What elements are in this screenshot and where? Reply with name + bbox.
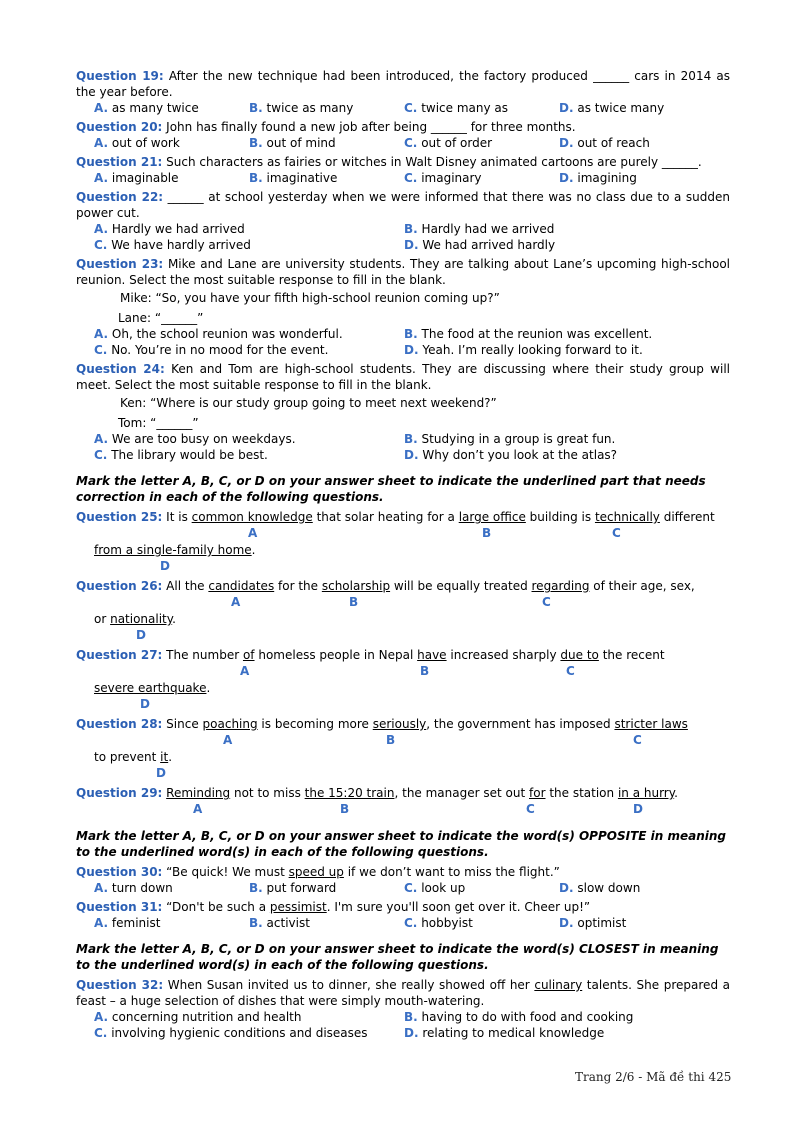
underlined-a[interactable]: candidates xyxy=(208,579,275,593)
option-d[interactable]: D. We had arrived hardly xyxy=(404,238,556,252)
question-number: Question 31: xyxy=(76,900,163,914)
options xyxy=(76,326,730,358)
underlined-b[interactable]: large office xyxy=(458,510,526,524)
underlined-c[interactable]: due to xyxy=(560,648,599,662)
option-c[interactable]: C. out of order xyxy=(404,136,493,150)
question-30: Question 30: “Be quick! We must speed up if we don’t want to miss the flight.” A. turn down B. put forward C. look up D. slow down xyxy=(76,864,730,896)
question-28: Question 28: Since poaching is becoming more seriously, the government has imposed stricter laws A B C to prevent it. D xyxy=(76,717,688,780)
options xyxy=(76,100,730,116)
question-23 xyxy=(76,256,730,358)
option-b[interactable]: B. put forward xyxy=(249,881,337,895)
question-20 xyxy=(76,119,730,151)
question-number: Question 21: xyxy=(76,155,163,169)
options xyxy=(76,135,730,151)
option-d[interactable]: D. imagining xyxy=(559,171,637,185)
option-c[interactable]: C. imaginary xyxy=(404,171,482,185)
label-c: C xyxy=(612,526,621,540)
option-c[interactable]: C. twice many as xyxy=(404,101,509,115)
underlined-d[interactable]: nationality xyxy=(110,612,173,626)
question-29: Question 29: Reminding not to miss the 15:20 train, the manager set out for the station in a hurry. A B C D xyxy=(76,786,678,816)
option-a[interactable]: A. We are too busy on weekdays. xyxy=(94,432,296,446)
question-number: Question 25: xyxy=(76,510,163,524)
option-d[interactable]: D. out of reach xyxy=(559,136,650,150)
label-d: D xyxy=(156,766,166,780)
underlined-c[interactable]: for xyxy=(529,786,546,800)
label-b: B xyxy=(386,733,396,747)
underlined-word: speed up xyxy=(288,865,344,879)
question-number: Question 27: xyxy=(76,648,163,662)
exam-page xyxy=(76,68,730,1044)
option-c[interactable]: C. hobbyist xyxy=(404,916,473,930)
option-c[interactable]: C. involving hygienic conditions and diseases xyxy=(94,1026,368,1040)
label-a: A xyxy=(248,526,258,540)
section-instruction-closest: Mark the letter A, B, C, or D on your answer sheet to indicate the word(s) CLOSEST in meaning to the underlined word(s) in each of the following questions. xyxy=(76,942,719,972)
question-number: Question 19: xyxy=(76,69,164,83)
label-b: B xyxy=(482,526,492,540)
label-c: C xyxy=(526,802,535,816)
option-d[interactable]: D. relating to medical knowledge xyxy=(404,1026,605,1040)
option-b[interactable]: B. activist xyxy=(249,916,310,930)
question-32: Question 32: When Susan invited us to dinner, she really showed off her culinary talents. She prepared a feast – a huge selection of dishes that were simply mouth-watering. A. concerning nutrition and health B. having to do with food and cooking C. involving hygienic conditions and diseases D. relating to medical knowledge xyxy=(76,978,730,1040)
option-a[interactable]: A. out of work xyxy=(94,136,180,150)
underlined-word: pessimist xyxy=(269,900,327,914)
underlined-b[interactable]: scholarship xyxy=(321,579,391,593)
question-text: Mike and Lane are university students. They are talking about Lane’s upcoming high-school reunion. Select the most suitable response to fill in the blank. xyxy=(76,257,731,287)
label-c: C xyxy=(566,664,575,678)
label-d: D xyxy=(633,802,643,816)
underlined-d[interactable]: in a hurry xyxy=(617,786,675,800)
option-c[interactable]: C. We have hardly arrived xyxy=(94,238,251,252)
dialog-line-ken: Ken: “Where is our study group going to meet next weekend?” xyxy=(120,396,497,410)
options xyxy=(76,880,730,896)
underlined-d[interactable]: from a single-family home xyxy=(94,543,252,557)
option-d[interactable]: D. Why don’t you look at the atlas? xyxy=(404,448,618,462)
option-d[interactable]: D. as twice many xyxy=(559,101,665,115)
dialog-line-mike: Mike: “So, you have your fifth high-school reunion coming up?” xyxy=(120,291,500,305)
question-number: Question 28: xyxy=(76,717,163,731)
label-d: D xyxy=(160,559,170,573)
underlined-a[interactable]: Reminding xyxy=(166,786,231,800)
question-22 xyxy=(76,189,730,253)
options xyxy=(76,221,730,253)
options xyxy=(76,915,730,931)
option-a[interactable]: A. concerning nutrition and health xyxy=(94,1010,302,1024)
page-footer: Trang 2/6 - Mã đề thi 425 xyxy=(575,1070,732,1084)
label-a: A xyxy=(223,733,233,747)
question-31: Question 31: “Don't be such a pessimist. I'm sure you'll soon get over it. Cheer up!” A. feminist B. activist C. hobbyist D. optimist xyxy=(76,899,730,931)
underlined-c[interactable]: stricter laws xyxy=(614,717,688,731)
option-d[interactable]: D. optimist xyxy=(559,916,627,930)
question-number: Question 23: xyxy=(76,257,164,271)
underlined-a[interactable]: poaching xyxy=(202,717,258,731)
question-19 xyxy=(76,68,730,116)
dialog-line-tom: Tom: “______” xyxy=(118,416,199,430)
dialog-line-lane: Lane: “______” xyxy=(118,311,204,325)
option-b[interactable]: B. Hardly had we arrived xyxy=(404,222,555,236)
underlined-c[interactable]: technically xyxy=(594,510,660,524)
question-text: John has finally found a new job after being ______ for three months. xyxy=(166,120,576,134)
label-a: A xyxy=(240,664,250,678)
section-instruction-error: Mark the letter A, B, C, or D on your answer sheet to indicate the underlined part that needs correction in each of the following questions. xyxy=(76,474,706,504)
question-26: Question 26: All the candidates for the scholarship will be equally treated regarding of their age, sex, A B C or nationality. D xyxy=(76,579,695,642)
options xyxy=(76,170,730,186)
option-c[interactable]: C. No. You’re in no mood for the event. xyxy=(94,343,329,357)
question-number: Question 26: xyxy=(76,579,163,593)
underlined-a[interactable]: of xyxy=(242,648,255,662)
question-text: Ken and Tom are high-school students. They are discussing where their study group will meet. Select the most suitable response to fill in the blank. xyxy=(76,362,730,392)
options xyxy=(76,431,730,463)
section-instruction-opposite: Mark the letter A, B, C, or D on your answer sheet to indicate the word(s) OPPOSITE in meaning to the underlined word(s) in each of the following questions. xyxy=(76,829,726,859)
label-a: A xyxy=(231,595,241,609)
option-d[interactable]: D. Yeah. I’m really looking forward to it. xyxy=(404,343,643,357)
option-d[interactable]: D. slow down xyxy=(559,881,641,895)
question-number: Question 20: xyxy=(76,120,163,134)
question-24 xyxy=(76,361,730,463)
question-25: Question 25: It is common knowledge that solar heating for a large office building is technically different A B C from a single-family home. D xyxy=(76,510,715,573)
question-text: Such characters as fairies or witches in Walt Disney animated cartoons are purely ______. xyxy=(166,155,702,169)
option-a[interactable]: A. as many twice xyxy=(94,101,199,115)
option-b[interactable]: B. out of mind xyxy=(249,136,336,150)
label-c: C xyxy=(542,595,551,609)
underlined-b[interactable]: have xyxy=(417,648,447,662)
option-b[interactable]: B. twice as many xyxy=(249,101,354,115)
underlined-word: culinary xyxy=(534,978,583,992)
option-a[interactable]: A. Hardly we had arrived xyxy=(94,222,245,236)
option-b[interactable]: B. Studying in a group is great fun. xyxy=(404,432,616,446)
underlined-a[interactable]: common knowledge xyxy=(191,510,313,524)
question-number: Question 22: xyxy=(76,190,164,204)
option-a[interactable]: A. imaginable xyxy=(94,171,179,185)
question-21 xyxy=(76,154,730,186)
question-number: Question 32: xyxy=(76,978,164,992)
question-text: After the new technique had been introduced, the factory produced ______ cars in 2014 as the year before. xyxy=(76,69,730,99)
question-number: Question 29: xyxy=(76,786,163,800)
options xyxy=(76,1009,730,1041)
label-d: D xyxy=(140,697,150,711)
label-b: B xyxy=(340,802,350,816)
label-a: A xyxy=(193,802,203,816)
underlined-c[interactable]: regarding xyxy=(531,579,590,593)
option-a[interactable]: A. feminist xyxy=(94,916,161,930)
question-number: Question 24: xyxy=(76,362,165,376)
question-number: Question 30: xyxy=(76,865,163,879)
question-text: ______ at school yesterday when we were informed that there was no class due to a sudden power cut. xyxy=(76,190,730,220)
label-b: B xyxy=(420,664,430,678)
option-b[interactable]: B. imaginative xyxy=(249,171,338,185)
question-27: Question 27: The number of homeless people in Nepal have increased sharply due to the recent A B C severe earthquake. D xyxy=(76,648,665,711)
option-b[interactable]: B. The food at the reunion was excellent. xyxy=(404,327,653,341)
underlined-d[interactable]: it xyxy=(160,750,169,764)
underlined-d[interactable]: severe earthquake xyxy=(94,681,207,695)
label-d: D xyxy=(136,628,146,642)
option-c[interactable]: C. The library would be best. xyxy=(94,448,268,462)
option-b[interactable]: B. having to do with food and cooking xyxy=(404,1010,634,1024)
underlined-b[interactable]: the 15:20 train xyxy=(304,786,395,800)
label-b: B xyxy=(349,595,359,609)
option-c[interactable]: C. look up xyxy=(404,881,466,895)
option-a[interactable]: A. Oh, the school reunion was wonderful. xyxy=(94,327,343,341)
label-c: C xyxy=(633,733,642,747)
option-a[interactable]: A. turn down xyxy=(94,881,173,895)
underlined-b[interactable]: seriously xyxy=(372,717,427,731)
